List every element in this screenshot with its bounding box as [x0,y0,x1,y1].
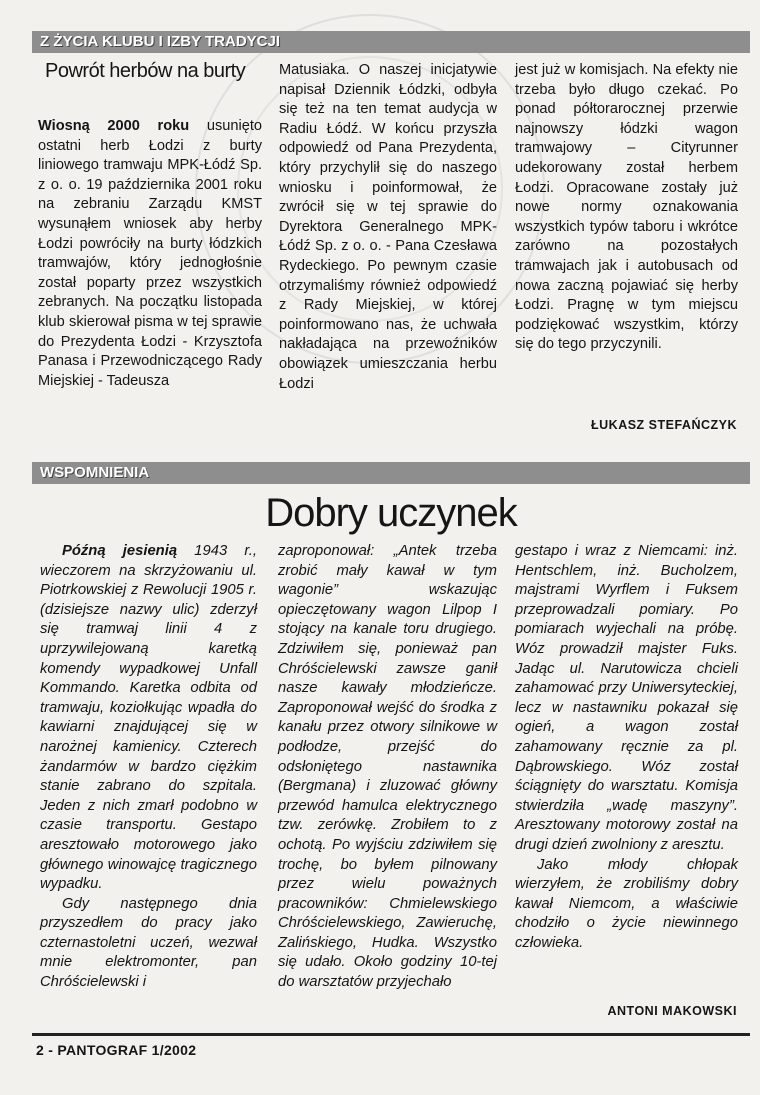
paragraph-text: Jako młody chłopak wierzyłem, że zrobiliśmy dobry kawał Niemcom, a właściwie chodziło o życie niewinnego człowieka. [515,856,738,951]
lead-text: Późną jesienią [62,543,178,559]
article-column-3 [515,61,738,355]
section-header-club [32,31,750,53]
author-signature: ŁUKASZ STEFAŃCZYK [591,418,737,432]
paragraph [40,542,257,895]
article-title: Powrót herbów na burty [45,60,246,82]
article-column-1 [40,542,257,993]
author-signature: ANTONI MAKOWSKI [607,1004,737,1018]
lead-text: Wiosną 2000 roku [38,118,190,134]
article-title: Dobry uczynek [265,491,517,535]
article-column-2 [279,61,497,394]
footer-divider [32,1033,750,1036]
paragraph-text: jest już w komisjach. Na efekty nie trzeba było długo czekać. Po ponad półtorarocznej przerwie najnowszy łódzki wagon tramwajowy – Cityrunner udekorowany został herbem Łodzi. Opracowane zostały już nowe normy oznakowania wszystkich typów taboru i wkrótce zarówno na pozostałych tramwajach jak i autobusach od nowa zaczną pojawiać się herby Łodzi. Pragnę w tym miejscu podziękować wszystkim, którzy się do tego przyczynili. [515,62,738,353]
page-footer: 2 - PANTOGRAF 1/2002 [36,1042,197,1058]
paragraph-text: 1943 r., wieczorem na skrzyżowaniu ul. Piotrkowskiej z Rewolucji 1905 r. (dzisiejsze nazwy ulic) zderzył się tramwaj linii 4 z uprzywilejowaną karetką komendy wypadkowej Unfall Kommando. Karetka odbita od tramwaju, koziołkując wpadła do kawiarni znajdującej się w narożnej kamienicy. Czterech żandarmów w bardzo ciężkim stanie zabrano do szpitala. Jeden z nich zmarł podobno w czasie transportu. Gestapo aresztowało motorowego jako głównego winowajcę tragicznego wypadku. [40,543,257,893]
section-header-memories [32,462,750,484]
article-column-2 [278,542,497,993]
paragraph-text: gestapo i wraz z Niemcami: inż. Hentschlem, inż. Bucholzem, majstrami Wyrflem i Fuksem przeprowadzali pomiary. Po pomiarach wyjechali na próbę. Wóz prowadził majster Fuks. Jadąc ul. Narutowicza chcieli zahamować przy Uniwersyteckiej, lecz w nastawniku pokazał się ogień, a wagon został zahamowany ręcznie za pl. Dąbrowskiego. Wóz został ściągnięty do warsztatu. Komisja stwierdziła „wadę maszyny”. Aresztowany motorowy został na drugi dzień zwolniony z aresztu. [515,543,738,853]
paragraph [38,117,262,391]
article-column-1 [38,117,262,391]
paragraph-text: zaproponował: „Antek trzeba zrobić mały kawał w tym wagonie” wskazując opieczętowany wagon Lilpop I stojący na kanale toru drugiego. Zdziwiłem się, ponieważ pan Chróścielewski zawsze ganił nasze kawały młodzieńcze. Zaproponował wejść do środka z kanału przez otwory silnikowe w podłodze, przejść do odsłoniętego nastawnika (Bergmana) i zluzować główny przewód hamulca elektrycznego tzw. zerówkę. Zrobiłem to z ochotą. Po wyjściu zdziwiłem się trochę, bo byłem pilnowany przez wielu poważnych pracowników: Chmielewskiego Chróścielewskiego, Zawieruchę, Zalińskiego, Hudka. Wszystko się udało. Około godziny 10-tej do warsztatów przyjechało [278,543,497,991]
section-label: WSPOMNIENIA [40,464,150,481]
section-label: Z ŻYCIA KLUBU I IZBY TRADYCJI [40,33,281,50]
paragraph-text: usunięto ostatni herb Łodzi z burty liniowego tramwaju MPK-Łódź Sp. z o. o. 19 października 2001 roku na zebraniu Zarządu KMST wysunąłem wniosek aby herby Łodzi powróciły na burty łódzkich tramwajów, który jednogłośnie został poparty przez wszystkich zebranych. Na początku listopada klub skierował pisma w tej sprawie do Prezydenta Łodzi - Krzysztofa Panasa i Przewodniczącego Rady Miejskiej - Tadeusza [38,118,263,389]
article-column-3 [515,542,738,953]
paragraph-text: Gdy następnego dnia przyszedłem do pracy jako czternastoletni uczeń, wezwał mnie elektromonter, pan Chróścielewski i [40,895,257,991]
paragraph-text: Matusiaka. O naszej inicjatywie napisał Dziennik Łódzki, odbyła się też na ten temat audycja w Radiu Łódź. W końcu przyszła odpowiedź od Pana Prezydenta, który przychylił się do naszego wniosku i poinformował, że zwrócił się w tej sprawie do Dyrektora Generalnego MPK-Łódź Sp. z o. o. - Pana Czesława Rydeckiego. Po pewnym czasie otrzymaliśmy również odpowiedź z Rady Miejskiej, w której poinformowano nas, że uchwała nakładająca na przewoźników obowiązek umieszczania herbu Łodzi [279,62,497,392]
